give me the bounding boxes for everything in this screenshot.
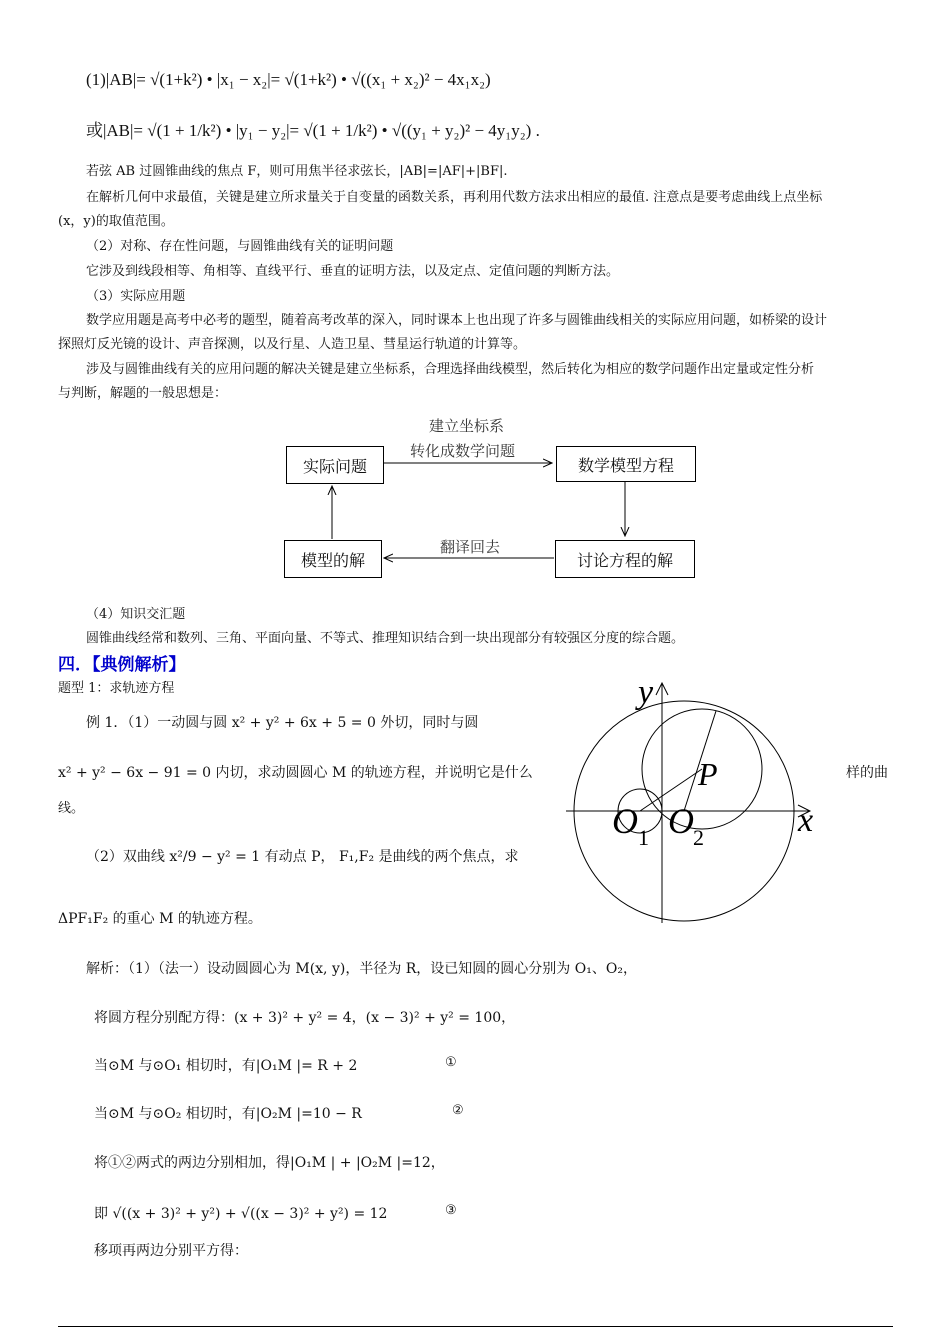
example-1-line-a: 例 1．（1）一动圆与圆 x² + y² + 6x + 5 = 0 外切，同时与圆 <box>86 715 479 731</box>
paragraph-extremum-b: (x，y)的取值范围。 <box>58 214 174 229</box>
footer-rule <box>58 1326 893 1327</box>
o2-subscript: 2 <box>693 825 704 850</box>
solution-mark-1: ① <box>445 1055 457 1070</box>
solution-line-3: 当⊙M 与⊙O₁ 相切时，有|O₁M |= R + 2 <box>94 1058 358 1074</box>
paragraph-proof: 它涉及到线段相等、角相等、直线平行、垂直的证明方法，以及定点、定值问题的判断方法。 <box>86 264 620 279</box>
solution-line-1: 解析：（1）（法一）设动圆圆心为 M(x, y)，半径为 R，设已知圆的圆心分别为 O₁、O₂， <box>86 961 637 977</box>
example-2-line-a: （2）双曲线 x²/9 − y² = 1 有动点 P， F₁,F₂ 是曲线的两个焦点，求 <box>86 849 519 865</box>
flow-box-solution: 模型的解 <box>284 540 382 578</box>
solution-line-7: 移项再两边分别平方得： <box>94 1243 248 1259</box>
o1-subscript: 1 <box>638 825 649 850</box>
o2-label: O <box>668 801 694 841</box>
paragraph-focal-chord: 若弦 AB 过圆锥曲线的焦点 F，则可用焦半径求弦长，|AB|=|AF|+|BF|. <box>86 164 508 179</box>
topic-title: 题型 1：求轨迹方程 <box>58 681 175 696</box>
solution-line-4: 当⊙M 与⊙O₂ 相切时，有|O₂M |=10 − R <box>94 1106 362 1122</box>
section-heading: 四．【典例解析】 <box>58 655 186 675</box>
formula-line-2: 或|AB|= √(1 + 1/k²) • |y₁ − y₂|= √(1 + 1/k²) • √((y₁ + y₂)² − 4y₁y₂) . <box>86 121 540 140</box>
subsection-application: （3）实际应用题 <box>86 289 186 304</box>
subsection-symmetry: （2）对称、存在性问题，与圆锥曲线有关的证明问题 <box>86 239 394 254</box>
paragraph-extremum-a: 在解析几何中求最值，关键是建立所求量关于自变量的函数关系，再利用代数方法求出相应的最值. 注意点是要考虑曲线上点坐标 <box>86 190 823 205</box>
x-axis-label: x <box>798 802 814 839</box>
subsection-knowledge: （4）知识交汇题 <box>86 607 186 622</box>
solution-mark-2: ② <box>452 1103 464 1118</box>
paragraph-application-a: 数学应用题是高考中必考的题型，随着高考改革的深入，同时课本上也出现了许多与圆锥曲线相关的实际应用问题，如桥梁的设计 <box>86 313 828 328</box>
solution-mark-3: ③ <box>445 1203 457 1218</box>
flow-box-practical: 实际问题 <box>286 446 384 484</box>
flow-box-model: 数学模型方程 <box>556 446 696 482</box>
paragraph-knowledge: 圆锥曲线经常和数列、三角、平面向量、不等式、推理知识结合到一块出现部分有较强区分度的综合题。 <box>86 631 685 646</box>
paragraph-key-a: 涉及与圆锥曲线有关的应用问题的解决关键是建立坐标系，合理选择曲线模型，然后转化为相应的数学问题作出定量或定性分析 <box>86 362 815 377</box>
flow-box-discuss: 讨论方程的解 <box>555 540 695 578</box>
paragraph-key-b: 与判断，解题的一般思想是： <box>58 386 228 401</box>
example-1-line-b: x² + y² − 6x − 91 = 0 内切，求动圆圆心 M 的轨迹方程，并说明它是什么 <box>58 765 533 781</box>
o1-label: O <box>612 801 638 841</box>
solution-line-6: 即 √((x + 3)² + y²) + √((x − 3)² + y²) = 12 <box>94 1206 388 1222</box>
example-1-line-c: 线。 <box>58 801 85 816</box>
flow-label-translate: 翻译回去 <box>440 538 501 556</box>
example-2-line-b: ΔPF₁F₂ 的重心 M 的轨迹方程。 <box>58 911 262 927</box>
y-axis-label: y <box>638 675 654 711</box>
solution-line-2: 将圆方程分别配方得：(x + 3)² + y² = 4，(x − 3)² + y² = 100， <box>94 1010 516 1026</box>
formula-line-1: (1)|AB|= √(1+k²) • |x₁ − x₂|= √(1+k²) • √((x₁ + x₂)² − 4x₁x₂) <box>86 70 491 89</box>
solution-line-5: 将①②两式的两边分别相加，得|O₁M | + |O₂M |=12， <box>94 1155 445 1171</box>
paragraph-application-b: 探照灯反光镜的设计、声音探测，以及行星、人造卫星、彗星运行轨道的计算等。 <box>58 337 527 352</box>
flow-label-coordinate: 建立坐标系 <box>429 417 505 435</box>
circles-figure <box>560 675 830 925</box>
example-1-line-b-right: 样的曲 <box>846 765 888 781</box>
flowchart-arrows <box>0 0 950 640</box>
point-p-label: P <box>698 756 718 792</box>
flow-label-convert: 转化成数学问题 <box>410 442 516 460</box>
